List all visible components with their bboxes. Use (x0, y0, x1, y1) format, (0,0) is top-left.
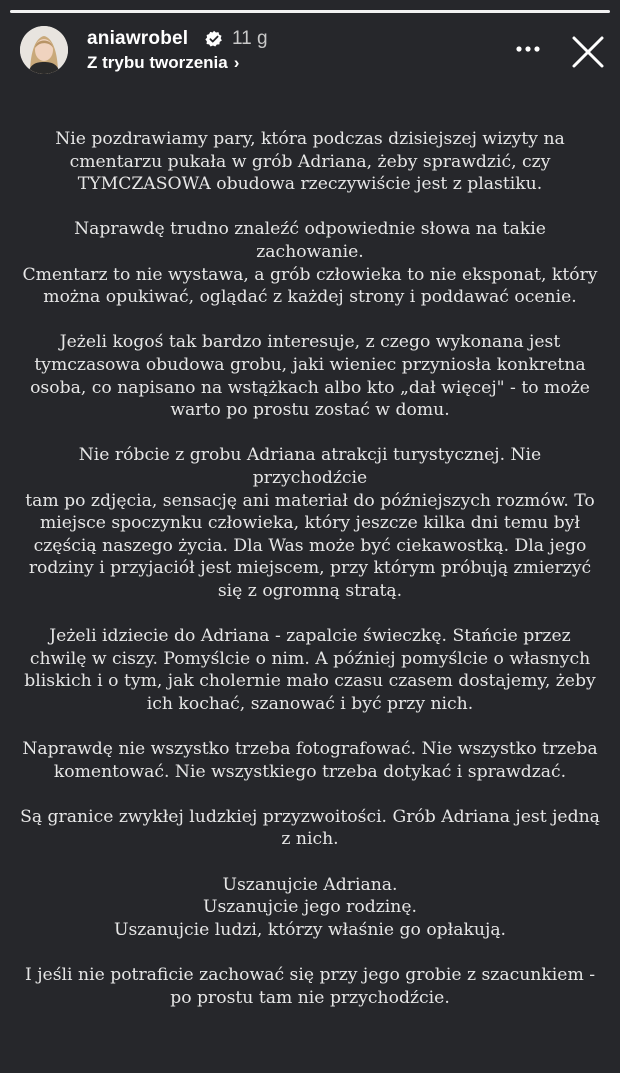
close-icon (566, 30, 610, 74)
story-paragraph (20, 738, 600, 783)
story-paragraph (20, 331, 600, 421)
story-progress-bar (10, 10, 610, 13)
story-paragraph (20, 218, 600, 308)
created-with-link[interactable] (87, 53, 239, 73)
username[interactable]: aniawrobel (87, 28, 189, 49)
story-text-line: z nich. (281, 829, 339, 850)
more-options-button[interactable] (506, 34, 550, 64)
story-text-line: Cmentarz to nie wystawa, a grób człowieka to nie eksponat, który (22, 264, 598, 285)
chevron-right-icon: › (233, 53, 240, 72)
story-text-line: ich kochać, szanować i być przy nich. (146, 693, 474, 714)
story-text-line: bliskich i o tym, jak cholernie mało czasu czasem dostajemy, żeby (24, 671, 596, 692)
story-text-line: warto po prostu zostać w domu. (170, 400, 450, 421)
story-header (0, 20, 620, 80)
story-text-line: Są granice zwykłej ludzkiej przyzwoitości. Grób Adriana jest jedną (20, 806, 600, 827)
story-text-line: się z ogromną stratą. (217, 580, 403, 601)
story-text-line: po prostu tam nie przychodźcie. (170, 987, 450, 1008)
story-paragraph (20, 874, 600, 942)
story-text-line: Jeżeli kogoś tak bardzo interesuje, z czego wykonana jest (59, 332, 561, 353)
story-text-line: Uszanujcie Adriana. (222, 874, 398, 895)
avatar-image (20, 26, 68, 74)
story-progress-fill (10, 10, 610, 13)
story-text-line: Uszanujcie jego rodzinę. (203, 897, 417, 918)
story-text-line: Nie pozdrawiamy pary, która podczas dzisiejszej wizyty na (55, 129, 565, 149)
story-text-line: I jeśli nie potraficie zachować się przy jego grobie z szacunkiem - (24, 964, 596, 985)
story-text-line: tymczasowa obudowa grobu, jaki wieniec przyniosła konkretna (34, 354, 586, 375)
story-text-line: Naprawdę trudno znaleźć odpowiednie słowa na takie zachowanie. (74, 219, 546, 262)
story-text-line: chwilę w ciszy. Pomyślcie o nim. A później pomyślcie o własnych (29, 648, 591, 669)
story-text-line: można opukiwać, oglądać z każdej strony i poddawać ocenie. (43, 287, 577, 308)
story-timestamp: 11 g (232, 28, 268, 49)
story-text-content (20, 128, 600, 1032)
story-text-line: miejsce spoczynku człowieka, który jeszcze kilka dni temu był (39, 513, 581, 534)
story-paragraph (20, 625, 600, 715)
story-paragraph (20, 444, 600, 602)
story-text-line: Naprawdę nie wszystko trzeba fotografować. Nie wszystko trzeba (22, 739, 598, 760)
story-text-line: komentować. Nie wszystkiego trzeba dotykać i sprawdzać. (53, 761, 567, 782)
story-paragraph (20, 806, 600, 851)
story-text-line: TYMCZASOWA obudowa rzeczywiście jest z plastiku. (77, 174, 543, 195)
story-text-line: Uszanujcie ludzi, którzy właśnie go opłakują. (113, 919, 507, 940)
story-text-line: rodziny i przyjaciół jest miejscem, przy którym próbują zmierzyć (28, 558, 592, 579)
avatar[interactable] (20, 26, 68, 74)
story-text-line: Jeżeli idziecie do Adriana - zapalcie świeczkę. Stańcie przez (49, 626, 571, 647)
story-text-line: Nie róbcie z grobu Adriana atrakcji turystycznej. Nie przychodźcie (78, 445, 542, 488)
story-text-line: osoba, co napisano na wstążkach albo kto „dał więcej" - to może (30, 377, 590, 398)
story-text-line: cmentarzu pukała w grób Adriana, żeby sprawdzić, czy (69, 151, 551, 172)
story-paragraph (20, 964, 600, 1009)
created-with-label: Z trybu tworzenia (87, 53, 228, 72)
story-paragraph (20, 128, 600, 196)
verified-badge-icon (205, 30, 223, 48)
more-horizontal-icon (506, 34, 550, 64)
story-text-line: częścią naszego życia. Dla Was może być ciekawostką. Dla jego (33, 535, 587, 556)
story-text-line: tam po zdjęcia, sensację ani materiał do późniejszych rozmów. To (25, 490, 595, 511)
close-button[interactable] (566, 30, 610, 74)
